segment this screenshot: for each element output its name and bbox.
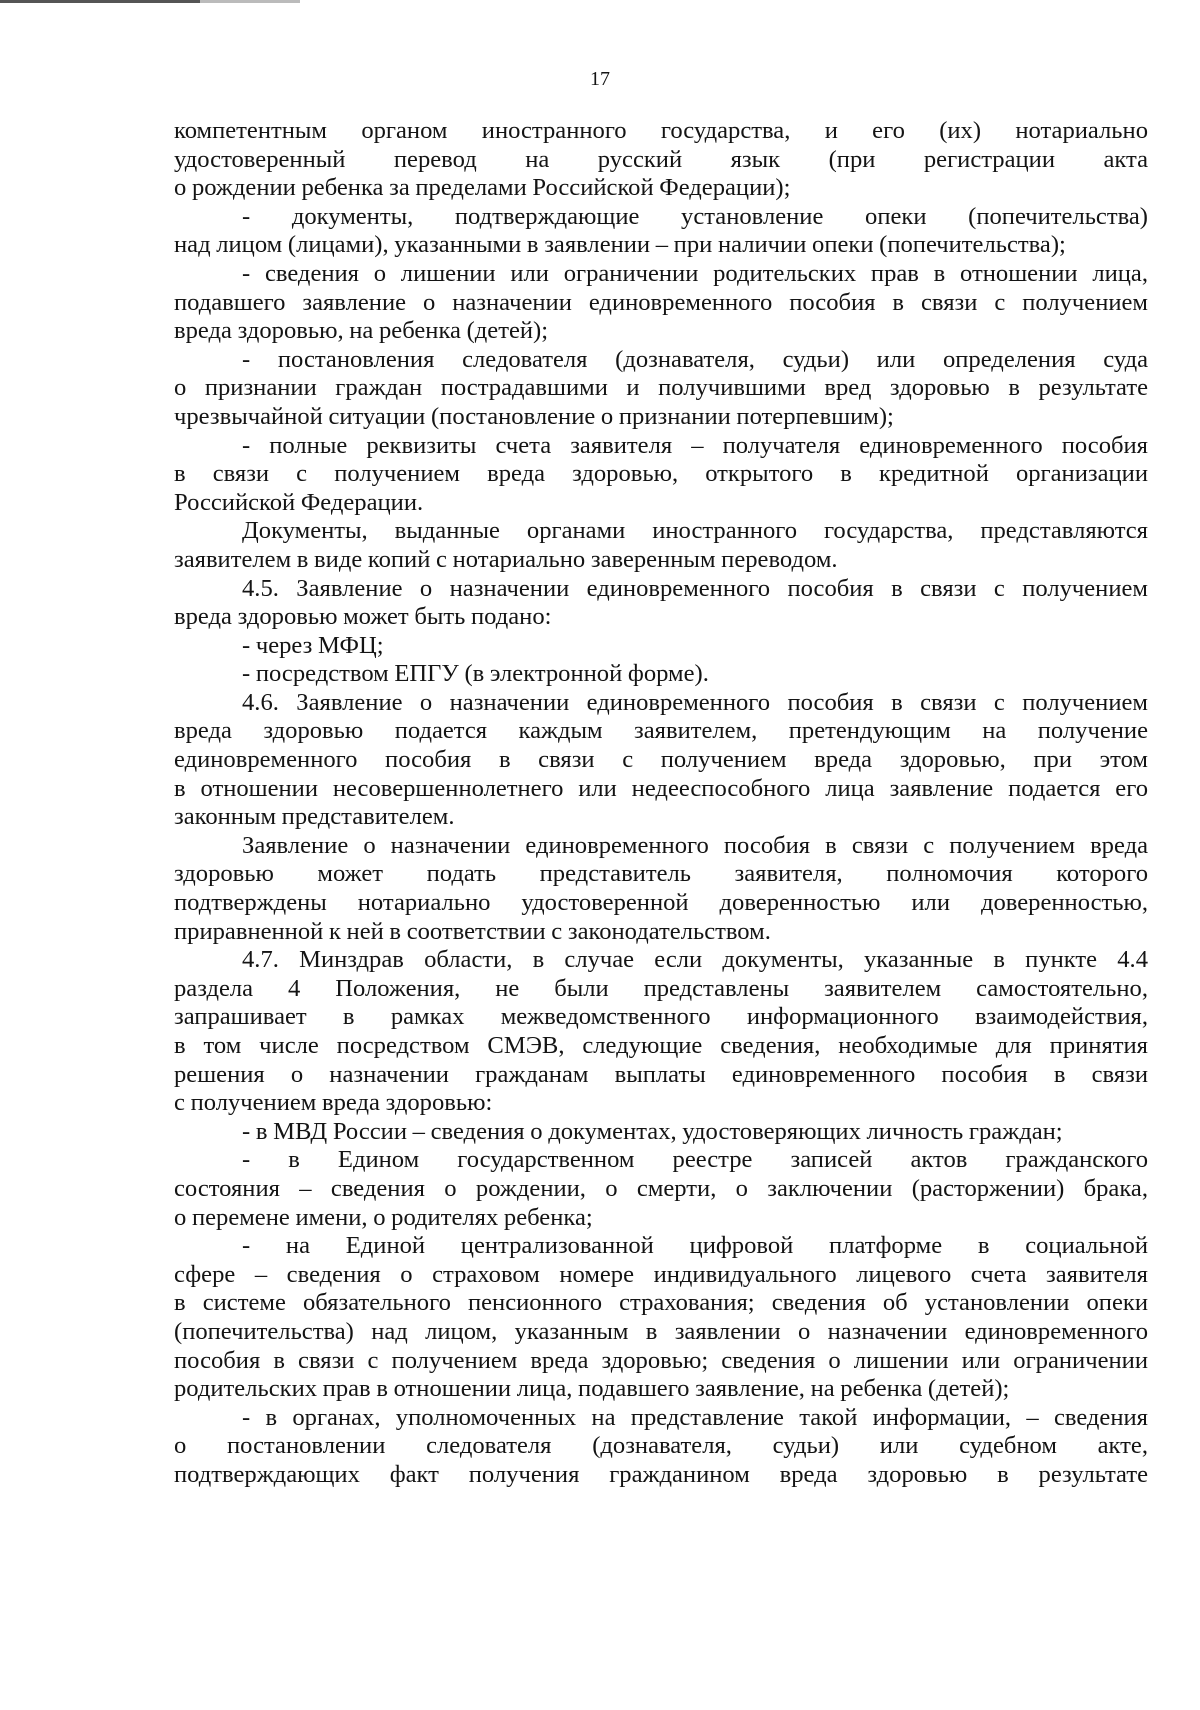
page-number: 17 bbox=[590, 68, 610, 90]
paragraph-p11 bbox=[174, 832, 1148, 946]
text-line: подтверждены нотариально удостоверенной доверенностью или доверенностью, bbox=[174, 889, 1148, 917]
text-line: родительских прав в отношении лица, подавшего заявление, на ребенка (детей); bbox=[174, 1375, 1010, 1403]
text-line: пособия в связи с получением вреда здоровью; сведения о лишении или ограничении bbox=[174, 1346, 1148, 1374]
text-line: (попечительства) над лицом, указанным в заявлении о назначении единовременного bbox=[174, 1317, 1148, 1345]
text-line: приравненной к ней в соответствии с законодательством. bbox=[174, 917, 771, 945]
text-line: Российской Федерации. bbox=[174, 488, 424, 516]
text-line: законным представителем. bbox=[174, 803, 455, 831]
text-line: чрезвычайной ситуации (постановление о признании потерпевшим); bbox=[174, 402, 894, 430]
paragraph-p2 bbox=[174, 203, 1148, 260]
text-line: - на Единой централизованной цифровой платформе в социальной bbox=[242, 1232, 1148, 1260]
text-line: в том числе посредством СМЭВ, следующие сведения, необходимые для принятия bbox=[174, 1032, 1148, 1059]
text-line: Заявление о назначении единовременного пособия в связи с получением вреда bbox=[242, 831, 1148, 859]
paragraph-p16 bbox=[174, 1404, 1148, 1490]
text-line: состояния – сведения о рождении, о смерти, о заключении (расторжении) брака, bbox=[174, 1174, 1148, 1202]
text-line: - постановления следователя (дознавателя, судьи) или определения суда bbox=[242, 345, 1148, 373]
paragraph-p1 bbox=[174, 117, 1148, 203]
text-line: 4.6. Заявление о назначении единовременного пособия в связи с получением bbox=[242, 688, 1148, 716]
text-line: - сведения о лишении или ограничении родительских прав в отношении лица, bbox=[242, 259, 1148, 287]
text-line: вреда здоровью может быть подано: bbox=[174, 603, 552, 631]
text-line: решения о назначении гражданам выплаты единовременного пособия в связи bbox=[174, 1060, 1148, 1088]
text-line: над лицом (лицами), указанными в заявлении – при наличии опеки (попечительства); bbox=[174, 231, 1066, 259]
text-line: - в органах, уполномоченных на представление такой информации, – сведения bbox=[242, 1403, 1148, 1431]
text-line: подавшего заявление о назначении единовременного пособия в связи с получением bbox=[174, 288, 1148, 316]
paragraph-p5 bbox=[174, 432, 1148, 518]
paragraph-p4 bbox=[174, 346, 1148, 432]
text-line: вреда здоровью подается каждым заявителем, претендующим на получение bbox=[174, 717, 1148, 745]
text-line: Документы, выданные органами иностранного государства, представляются bbox=[242, 517, 1148, 545]
text-line: - документы, подтверждающие установление опеки (попечительства) bbox=[242, 202, 1148, 230]
document-body bbox=[174, 117, 1148, 1490]
paragraph-p6 bbox=[174, 517, 1148, 574]
text-line: вреда здоровью, на ребенка (детей); bbox=[174, 317, 549, 345]
text-line: о перемене имени, о родителях ребенка; bbox=[174, 1203, 593, 1231]
text-line: в связи с получением вреда здоровью, открытого в кредитной организации bbox=[174, 460, 1148, 488]
scan-edge-artifact bbox=[0, 0, 300, 3]
text-line: - через МФЦ; bbox=[242, 631, 384, 659]
text-line: здоровью может подать представитель заявителя, полномочия которого bbox=[174, 860, 1148, 888]
text-line: в системе обязательного пенсионного страхования; сведения об установлении опеки bbox=[174, 1289, 1148, 1317]
text-line: о рождении ребенка за пределами Российской Федерации); bbox=[174, 174, 791, 202]
paragraph-p7 bbox=[174, 575, 1148, 632]
paragraph-p15 bbox=[174, 1232, 1148, 1404]
text-line: - в МВД России – сведения о документах, удостоверяющих личность граждан; bbox=[242, 1117, 1063, 1145]
text-line: 4.7. Минздрав области, в случае если документы, указанные в пункте 4.4 bbox=[242, 946, 1148, 974]
text-line: подтверждающих факт получения гражданином вреда здоровью в результате bbox=[174, 1460, 1148, 1488]
text-line: запрашивает в рамках межведомственного информационного взаимодействия, bbox=[174, 1003, 1148, 1031]
text-line: - полные реквизиты счета заявителя – получателя единовременного пособия bbox=[242, 431, 1148, 459]
paragraph-p3 bbox=[174, 260, 1148, 346]
text-line: 4.5. Заявление о назначении единовременного пособия в связи с получением bbox=[242, 574, 1148, 602]
text-line: - в Едином государственном реестре записей актов гражданского bbox=[242, 1146, 1148, 1174]
text-line: раздела 4 Положения, не были представлены заявителем самостоятельно, bbox=[174, 974, 1148, 1002]
text-line: в отношении несовершеннолетнего или недееспособного лица заявление подается его bbox=[174, 774, 1148, 802]
text-line: о признании граждан пострадавшими и получившими вред здоровью в результате bbox=[174, 374, 1148, 402]
paragraph-p8 bbox=[174, 632, 1148, 661]
text-line: единовременного пособия в связи с получением вреда здоровью, при этом bbox=[174, 746, 1148, 774]
paragraph-p9 bbox=[174, 660, 1148, 689]
text-line: с получением вреда здоровью: bbox=[174, 1089, 493, 1117]
text-line: компетентным органом иностранного государства, и его (их) нотариально bbox=[174, 117, 1148, 144]
text-line: о постановлении следователя (дознавателя, судьи) или судебном акте, bbox=[174, 1432, 1148, 1460]
paragraph-p12 bbox=[174, 946, 1148, 1118]
paragraph-p10 bbox=[174, 689, 1148, 832]
text-line: - посредством ЕПГУ (в электронной форме). bbox=[242, 660, 709, 688]
text-line: удостоверенный перевод на русский язык (при регистрации акта bbox=[174, 145, 1148, 173]
text-line: заявителем в виде копий с нотариально заверенным переводом. bbox=[174, 545, 838, 573]
paragraph-p13 bbox=[174, 1118, 1148, 1147]
text-line: сфере – сведения о страховом номере индивидуального лицевого счета заявителя bbox=[174, 1260, 1148, 1288]
paragraph-p14 bbox=[174, 1146, 1148, 1232]
